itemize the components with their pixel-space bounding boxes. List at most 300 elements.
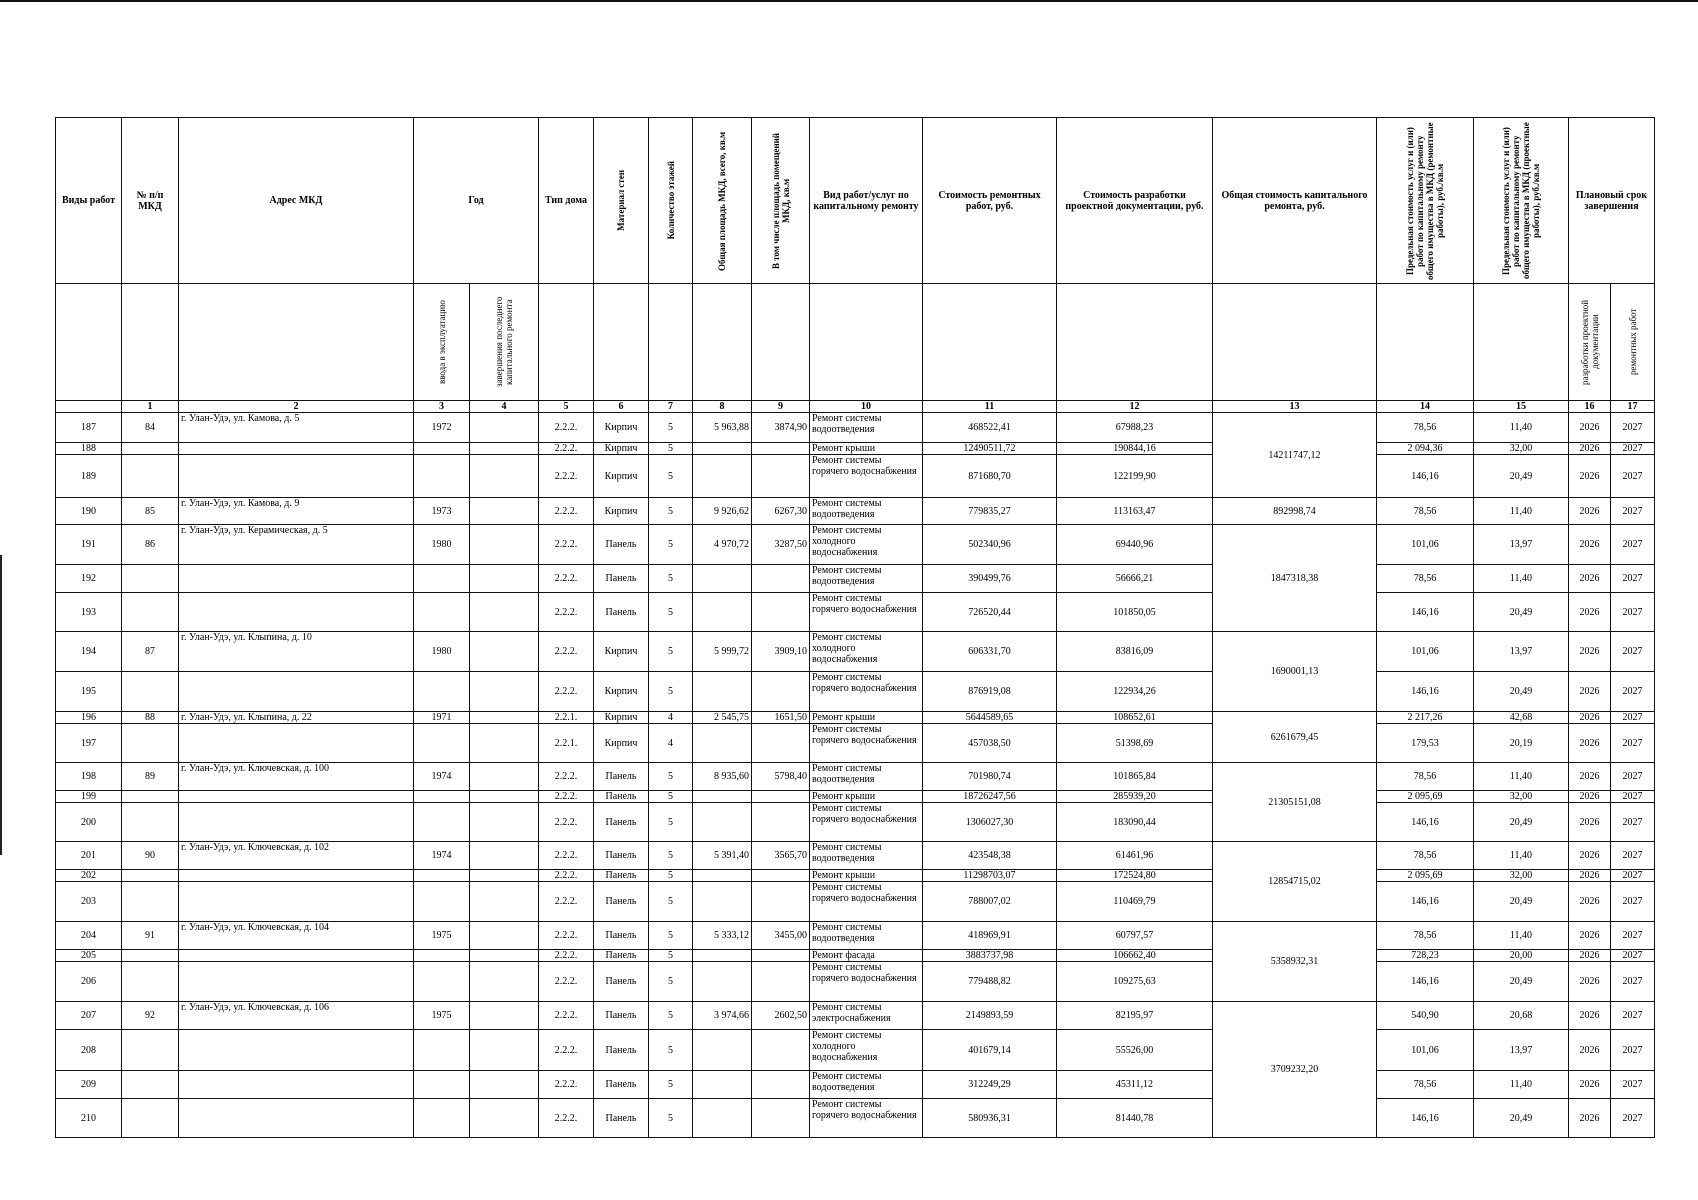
limit-repair: 2 095,69	[1377, 870, 1474, 882]
limit-repair: 146,16	[1377, 803, 1474, 842]
header-row-main	[56, 118, 1655, 284]
total-area: 9 926,62	[693, 498, 752, 525]
year-commissioning	[414, 962, 470, 1002]
limit-design: 20,49	[1474, 962, 1569, 1002]
year-last-repair	[470, 882, 539, 922]
design-cost: 110469,79	[1057, 882, 1213, 922]
deadline-repair: 2027	[1611, 1099, 1655, 1138]
total-cost: 1690001,13	[1213, 632, 1377, 712]
work-type: Ремонт системы водоотведения	[810, 1071, 923, 1099]
address: г. Улан-Удэ, ул. Клыпина, д. 10	[179, 632, 414, 672]
total-area: 5 963,88	[693, 413, 752, 443]
limit-design: 11,40	[1474, 1071, 1569, 1099]
total-area	[693, 1030, 752, 1071]
repair-cost: 876919,08	[923, 672, 1057, 712]
design-cost: 69440,96	[1057, 525, 1213, 565]
premises-area: 3455,00	[752, 922, 810, 950]
col-premises-area: В том числе площадь помещений МКД, кв.м	[752, 118, 810, 284]
premises-area	[752, 565, 810, 593]
row-number: 201	[56, 842, 122, 870]
deadline-repair: 2027	[1611, 962, 1655, 1002]
table-row	[56, 724, 1655, 763]
repair-cost: 871680,70	[923, 455, 1057, 498]
wall-material: Панель	[594, 1030, 649, 1071]
premises-area: 5798,40	[752, 763, 810, 791]
year-commissioning	[414, 443, 470, 455]
deadline-design: 2026	[1569, 1071, 1611, 1099]
total-cost: 5358932,31	[1213, 922, 1377, 1002]
table-row	[56, 1071, 1655, 1099]
deadline-repair: 2027	[1611, 950, 1655, 962]
repair-cost: 606331,70	[923, 632, 1057, 672]
premises-area	[752, 791, 810, 803]
limit-design: 32,00	[1474, 870, 1569, 882]
wall-material: Кирпич	[594, 712, 649, 724]
floors: 5	[649, 922, 693, 950]
deadline-repair: 2027	[1611, 1030, 1655, 1071]
premises-area	[752, 950, 810, 962]
work-type: Ремонт системы горячего водоснабжения	[810, 593, 923, 632]
wall-material: Кирпич	[594, 724, 649, 763]
year-commissioning	[414, 950, 470, 962]
row-number: 200	[56, 803, 122, 842]
mkd-number	[122, 1099, 179, 1138]
deadline-repair: 2027	[1611, 1071, 1655, 1099]
limit-repair: 101,06	[1377, 525, 1474, 565]
total-area	[693, 724, 752, 763]
table-row	[56, 525, 1655, 565]
wall-material: Панель	[594, 791, 649, 803]
deadline-repair: 2027	[1611, 842, 1655, 870]
total-cost: 12854715,02	[1213, 842, 1377, 922]
work-type: Ремонт системы горячего водоснабжения	[810, 455, 923, 498]
limit-repair: 78,56	[1377, 842, 1474, 870]
design-cost: 61461,96	[1057, 842, 1213, 870]
address: г. Улан-Удэ, ул. Камова, д. 9	[179, 498, 414, 525]
work-type: Ремонт системы холодного водоснабжения	[810, 525, 923, 565]
limit-design: 13,97	[1474, 1030, 1569, 1071]
work-type: Ремонт крыши	[810, 443, 923, 455]
mkd-number	[122, 455, 179, 498]
col-deadline: Плановый срок завершения	[1569, 118, 1655, 284]
floors: 5	[649, 455, 693, 498]
repair-cost: 3883737,98	[923, 950, 1057, 962]
premises-area	[752, 724, 810, 763]
floors: 4	[649, 712, 693, 724]
design-cost: 106662,40	[1057, 950, 1213, 962]
address	[179, 1099, 414, 1138]
deadline-repair: 2027	[1611, 565, 1655, 593]
floors: 5	[649, 1030, 693, 1071]
col-limit-repair: Предельная стоимость услуг и (или) работ по капитальному ремонту общего имущества в МКД (ремонтные работы), руб./кв.м	[1377, 118, 1474, 284]
wall-material: Панель	[594, 593, 649, 632]
year-commissioning	[414, 672, 470, 712]
table-row	[56, 593, 1655, 632]
repair-cost: 726520,44	[923, 593, 1057, 632]
deadline-design: 2026	[1569, 712, 1611, 724]
design-cost: 51398,69	[1057, 724, 1213, 763]
wall-material: Панель	[594, 565, 649, 593]
house-type: 2.2.2.	[539, 1071, 594, 1099]
limit-repair: 78,56	[1377, 413, 1474, 443]
design-cost: 108652,61	[1057, 712, 1213, 724]
col-year: Год	[414, 118, 539, 284]
deadline-design: 2026	[1569, 525, 1611, 565]
col-vidy-rabot: Виды работ	[56, 118, 122, 284]
table-row	[56, 842, 1655, 870]
work-type: Ремонт системы водоотведения	[810, 565, 923, 593]
floors: 5	[649, 962, 693, 1002]
year-last-repair	[470, 962, 539, 1002]
limit-repair: 540,90	[1377, 1002, 1474, 1030]
limit-design: 20,49	[1474, 593, 1569, 632]
work-type: Ремонт системы водоотведения	[810, 763, 923, 791]
table-row	[56, 791, 1655, 803]
limit-design: 32,00	[1474, 443, 1569, 455]
deadline-repair: 2027	[1611, 593, 1655, 632]
year-commissioning: 1980	[414, 632, 470, 672]
deadline-repair: 2027	[1611, 672, 1655, 712]
row-number: 209	[56, 1071, 122, 1099]
row-number: 192	[56, 565, 122, 593]
house-type: 2.2.2.	[539, 443, 594, 455]
limit-design: 11,40	[1474, 498, 1569, 525]
limit-repair: 78,56	[1377, 565, 1474, 593]
mkd-number	[122, 565, 179, 593]
floors: 5	[649, 1099, 693, 1138]
year-commissioning	[414, 565, 470, 593]
row-number: 193	[56, 593, 122, 632]
premises-area	[752, 593, 810, 632]
premises-area	[752, 962, 810, 1002]
deadline-design: 2026	[1569, 842, 1611, 870]
address	[179, 950, 414, 962]
premises-area: 3909,10	[752, 632, 810, 672]
mkd-number	[122, 1071, 179, 1099]
address: г. Улан-Удэ, ул. Ключевская, д. 100	[179, 763, 414, 791]
total-area	[693, 882, 752, 922]
repair-cost: 11298703,07	[923, 870, 1057, 882]
limit-design: 20,49	[1474, 1099, 1569, 1138]
premises-area	[752, 1071, 810, 1099]
premises-area: 3565,70	[752, 842, 810, 870]
mkd-number	[122, 672, 179, 712]
year-last-repair	[470, 443, 539, 455]
repair-cost: 12490511,72	[923, 443, 1057, 455]
floors: 5	[649, 950, 693, 962]
table-row	[56, 950, 1655, 962]
limit-repair: 78,56	[1377, 498, 1474, 525]
design-cost: 81440,78	[1057, 1099, 1213, 1138]
mkd-number	[122, 443, 179, 455]
address	[179, 593, 414, 632]
deadline-repair: 2027	[1611, 922, 1655, 950]
premises-area: 6267,30	[752, 498, 810, 525]
house-type: 2.2.2.	[539, 498, 594, 525]
address	[179, 1030, 414, 1071]
limit-repair: 146,16	[1377, 882, 1474, 922]
limit-repair: 146,16	[1377, 672, 1474, 712]
col-deadline-repair: ремонтных работ	[1611, 284, 1655, 401]
deadline-design: 2026	[1569, 870, 1611, 882]
row-number: 194	[56, 632, 122, 672]
limit-design: 20,19	[1474, 724, 1569, 763]
deadline-design: 2026	[1569, 791, 1611, 803]
limit-repair: 78,56	[1377, 1071, 1474, 1099]
mkd-number	[122, 962, 179, 1002]
year-last-repair	[470, 870, 539, 882]
year-commissioning: 1980	[414, 525, 470, 565]
mkd-number: 86	[122, 525, 179, 565]
year-last-repair	[470, 525, 539, 565]
repair-cost: 788007,02	[923, 882, 1057, 922]
address	[179, 565, 414, 593]
limit-design: 20,49	[1474, 882, 1569, 922]
house-type: 2.2.2.	[539, 413, 594, 443]
address: г. Улан-Удэ, ул. Керамическая, д. 5	[179, 525, 414, 565]
total-area	[693, 1099, 752, 1138]
scan-top-border	[0, 0, 1698, 2]
limit-design: 20,49	[1474, 455, 1569, 498]
limit-repair: 146,16	[1377, 455, 1474, 498]
address	[179, 791, 414, 803]
year-commissioning: 1972	[414, 413, 470, 443]
design-cost: 122199,90	[1057, 455, 1213, 498]
wall-material: Кирпич	[594, 498, 649, 525]
year-last-repair	[470, 1002, 539, 1030]
wall-material: Панель	[594, 962, 649, 1002]
repair-cost: 457038,50	[923, 724, 1057, 763]
col-wall-material: Материал стен	[594, 118, 649, 284]
design-cost: 55526,00	[1057, 1030, 1213, 1071]
year-last-repair	[470, 1071, 539, 1099]
mkd-number: 84	[122, 413, 179, 443]
floors: 5	[649, 882, 693, 922]
house-type: 2.2.2.	[539, 632, 594, 672]
limit-design: 20,00	[1474, 950, 1569, 962]
deadline-design: 2026	[1569, 443, 1611, 455]
total-area: 8 935,60	[693, 763, 752, 791]
deadline-design: 2026	[1569, 1099, 1611, 1138]
repair-cost: 418969,91	[923, 922, 1057, 950]
deadline-design: 2026	[1569, 672, 1611, 712]
deadline-repair: 2027	[1611, 455, 1655, 498]
total-area	[693, 672, 752, 712]
table-row	[56, 443, 1655, 455]
col-year-commissioning: ввода в эксплуатацию	[414, 284, 470, 401]
address: г. Улан-Удэ, ул. Клыпина, д. 22	[179, 712, 414, 724]
premises-area: 2602,50	[752, 1002, 810, 1030]
mkd-number	[122, 950, 179, 962]
total-cost: 892998,74	[1213, 498, 1377, 525]
year-commissioning	[414, 1099, 470, 1138]
wall-material: Панель	[594, 922, 649, 950]
house-type: 2.2.2.	[539, 593, 594, 632]
wall-material: Панель	[594, 525, 649, 565]
row-number: 205	[56, 950, 122, 962]
limit-design: 42,68	[1474, 712, 1569, 724]
design-cost: 101850,05	[1057, 593, 1213, 632]
row-number: 188	[56, 443, 122, 455]
limit-repair: 146,16	[1377, 1099, 1474, 1138]
house-type: 2.2.2.	[539, 672, 594, 712]
design-cost: 45311,12	[1057, 1071, 1213, 1099]
col-address: Адрес МКД	[179, 118, 414, 284]
design-cost: 109275,63	[1057, 962, 1213, 1002]
total-area: 4 970,72	[693, 525, 752, 565]
total-area: 5 391,40	[693, 842, 752, 870]
limit-repair: 101,06	[1377, 1030, 1474, 1071]
mkd-number	[122, 791, 179, 803]
table-row	[56, 870, 1655, 882]
house-type: 2.2.2.	[539, 870, 594, 882]
design-cost: 67988,23	[1057, 413, 1213, 443]
deadline-repair: 2027	[1611, 724, 1655, 763]
house-type: 2.2.2.	[539, 455, 594, 498]
floors: 5	[649, 803, 693, 842]
house-type: 2.2.2.	[539, 922, 594, 950]
floors: 5	[649, 791, 693, 803]
premises-area: 3874,90	[752, 413, 810, 443]
total-area	[693, 950, 752, 962]
premises-area: 3287,50	[752, 525, 810, 565]
work-type: Ремонт системы холодного водоснабжения	[810, 1030, 923, 1071]
col-design-cost: Стоимость разработки проектной документации, руб.	[1057, 118, 1213, 284]
house-type: 2.2.2.	[539, 791, 594, 803]
mkd-number: 85	[122, 498, 179, 525]
deadline-design: 2026	[1569, 565, 1611, 593]
year-last-repair	[470, 1099, 539, 1138]
table-row	[56, 803, 1655, 842]
header-row-sub	[56, 284, 1655, 401]
year-commissioning: 1975	[414, 1002, 470, 1030]
limit-design: 20,49	[1474, 803, 1569, 842]
repair-cost: 5644589,65	[923, 712, 1057, 724]
work-type: Ремонт системы водоотведения	[810, 413, 923, 443]
work-type: Ремонт крыши	[810, 791, 923, 803]
work-type: Ремонт системы горячего водоснабжения	[810, 724, 923, 763]
limit-design: 11,40	[1474, 842, 1569, 870]
table-row	[56, 962, 1655, 1002]
address	[179, 870, 414, 882]
work-type: Ремонт системы холодного водоснабжения	[810, 632, 923, 672]
deadline-repair: 2027	[1611, 803, 1655, 842]
floors: 4	[649, 724, 693, 763]
repair-cost: 779835,27	[923, 498, 1057, 525]
year-commissioning	[414, 870, 470, 882]
repair-cost: 312249,29	[923, 1071, 1057, 1099]
col-floors: Количество этажей	[649, 118, 693, 284]
mkd-number: 90	[122, 842, 179, 870]
deadline-design: 2026	[1569, 763, 1611, 791]
house-type: 2.2.2.	[539, 882, 594, 922]
total-area: 5 999,72	[693, 632, 752, 672]
mkd-number	[122, 803, 179, 842]
work-type: Ремонт системы горячего водоснабжения	[810, 882, 923, 922]
limit-repair: 179,53	[1377, 724, 1474, 763]
total-area	[693, 443, 752, 455]
deadline-repair: 2027	[1611, 712, 1655, 724]
mkd-number	[122, 870, 179, 882]
wall-material: Панель	[594, 1071, 649, 1099]
deadline-repair: 2027	[1611, 443, 1655, 455]
year-commissioning	[414, 791, 470, 803]
year-last-repair	[470, 922, 539, 950]
address	[179, 803, 414, 842]
deadline-design: 2026	[1569, 593, 1611, 632]
row-number: 204	[56, 922, 122, 950]
year-last-repair	[470, 455, 539, 498]
repair-cost: 390499,76	[923, 565, 1057, 593]
mkd-number	[122, 1030, 179, 1071]
total-cost: 6261679,45	[1213, 712, 1377, 763]
floors: 5	[649, 1002, 693, 1030]
limit-design: 11,40	[1474, 413, 1569, 443]
work-type: Ремонт системы горячего водоснабжения	[810, 803, 923, 842]
total-cost: 14211747,12	[1213, 413, 1377, 498]
repair-cost: 779488,82	[923, 962, 1057, 1002]
limit-repair: 78,56	[1377, 922, 1474, 950]
total-area	[693, 455, 752, 498]
year-commissioning: 1974	[414, 842, 470, 870]
column-numbers-row: 1 2 3 4 5 6 7 8 9 10 11 12 13 14 15 16 17	[56, 401, 1655, 413]
work-type: Ремонт крыши	[810, 712, 923, 724]
house-type: 2.2.2.	[539, 950, 594, 962]
wall-material: Панель	[594, 950, 649, 962]
table-row	[56, 763, 1655, 791]
wall-material: Панель	[594, 842, 649, 870]
address	[179, 443, 414, 455]
wall-material: Панель	[594, 1002, 649, 1030]
deadline-repair: 2027	[1611, 413, 1655, 443]
col-total-cost: Общая стоимость капитального ремонта, руб.	[1213, 118, 1377, 284]
floors: 5	[649, 672, 693, 712]
deadline-repair: 2027	[1611, 1002, 1655, 1030]
deadline-design: 2026	[1569, 922, 1611, 950]
wall-material: Кирпич	[594, 672, 649, 712]
year-commissioning	[414, 803, 470, 842]
design-cost: 83816,09	[1057, 632, 1213, 672]
table-row	[56, 455, 1655, 498]
repair-cost: 423548,38	[923, 842, 1057, 870]
total-cost: 21305151,08	[1213, 763, 1377, 842]
mkd-number	[122, 882, 179, 922]
floors: 5	[649, 525, 693, 565]
year-commissioning	[414, 593, 470, 632]
total-area: 5 333,12	[693, 922, 752, 950]
house-type: 2.2.2.	[539, 842, 594, 870]
col-deadline-design: разработки проектной документации	[1569, 284, 1611, 401]
repair-cost: 1306027,30	[923, 803, 1057, 842]
year-commissioning	[414, 455, 470, 498]
table-row	[56, 565, 1655, 593]
table-row	[56, 1002, 1655, 1030]
work-type: Ремонт фасада	[810, 950, 923, 962]
repair-program-table	[55, 117, 1655, 1138]
deadline-design: 2026	[1569, 1030, 1611, 1071]
scan-left-mark	[0, 555, 2, 855]
limit-repair: 2 094,36	[1377, 443, 1474, 455]
year-last-repair	[470, 842, 539, 870]
floors: 5	[649, 1071, 693, 1099]
row-number: 195	[56, 672, 122, 712]
wall-material: Кирпич	[594, 443, 649, 455]
row-number: 198	[56, 763, 122, 791]
total-area: 3 974,66	[693, 1002, 752, 1030]
table-row	[56, 1030, 1655, 1071]
col-limit-design: Предельная стоимость услуг и (или) работ по капитальному ремонту общего имущества в МКД (проектные работы), руб./кв.м	[1474, 118, 1569, 284]
total-area	[693, 962, 752, 1002]
